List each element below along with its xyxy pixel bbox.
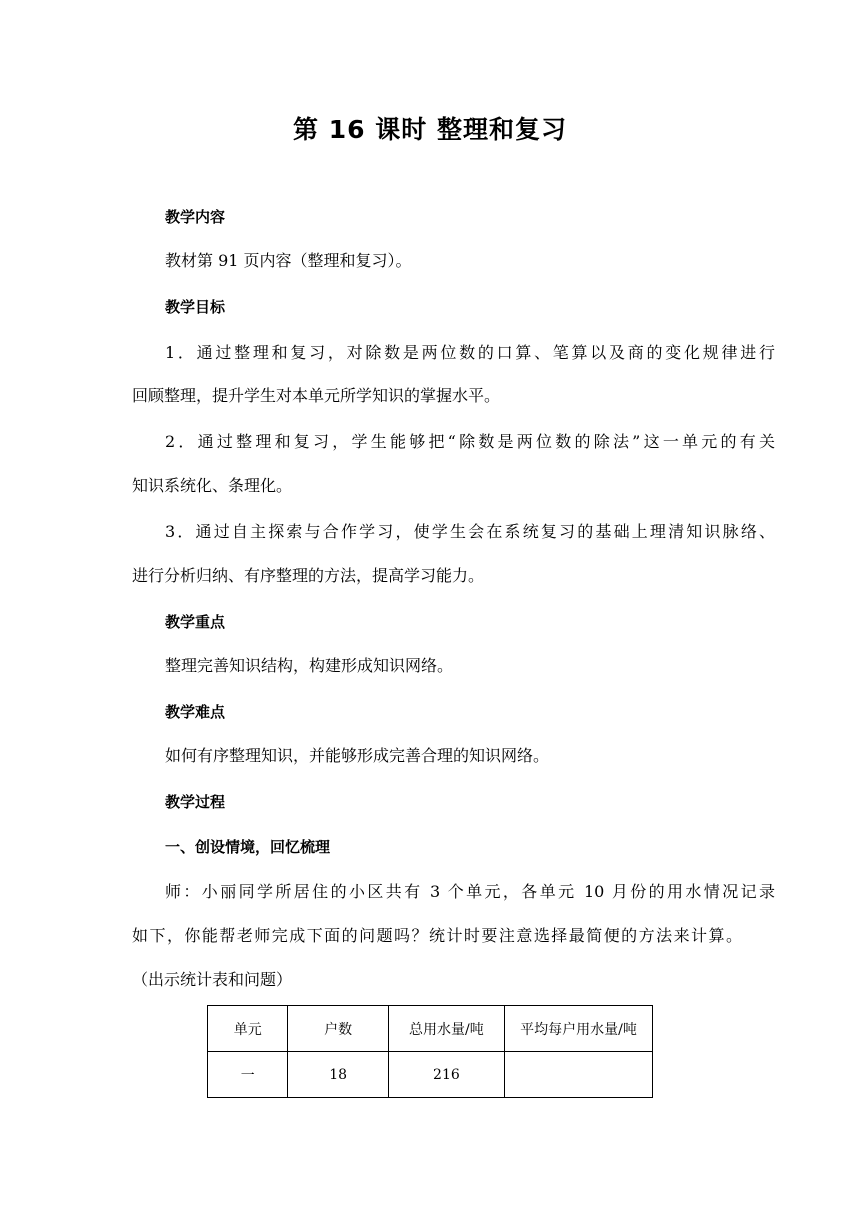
table-cell: 一 (208, 1052, 288, 1098)
step-1-heading: 一、创设情境，回忆梳理 (165, 838, 331, 856)
goal-3-line-1: 3．通过自主探索与合作学习，使学生会在系统复习的基础上理清知识脉络、 (165, 522, 775, 541)
teacher-line-1: 师：小丽同学所居住的小区共有 3 个单元，各单元 10 月份的用水情况记录 (165, 882, 775, 901)
teacher-line-2: 如下，你能帮老师完成下面的问题吗？统计时要注意选择最简便的方法来计算。 (132, 926, 742, 945)
table-header-row (208, 1006, 653, 1052)
difficulty-text: 如何有序整理知识，并能够形成完善合理的知识网络。 (165, 746, 550, 765)
goal-1-line-2: 回顾整理，提升学生对本单元所学知识的掌握水平。 (132, 386, 501, 405)
table-header-cell: 单元 (208, 1006, 288, 1052)
section-heading-key: 教学重点 (165, 613, 226, 631)
water-usage-table (207, 1005, 653, 1098)
section-heading-content: 教学内容 (165, 208, 226, 226)
table-row (208, 1052, 653, 1098)
goal-2-line-1: 2．通过整理和复习，学生能够把“除数是两位数的除法”这一单元的有关 (165, 432, 775, 451)
table-cell: 216 (388, 1052, 504, 1098)
section-heading-difficulty: 教学难点 (165, 703, 226, 721)
table-cell (505, 1052, 653, 1098)
section-heading-process: 教学过程 (165, 793, 226, 811)
teacher-line-3: （出示统计表和问题） (132, 970, 293, 989)
section-heading-goals: 教学目标 (165, 298, 226, 316)
table-header-cell: 总用水量/吨 (388, 1006, 504, 1052)
goal-1-line-1: 1．通过整理和复习，对除数是两位数的口算、笔算以及商的变化规律进行 (165, 343, 775, 362)
content-text: 教材第 91 页内容（整理和复习）。 (165, 251, 412, 270)
table-cell: 18 (288, 1052, 388, 1098)
goal-2-line-2: 知识系统化、条理化。 (132, 476, 293, 495)
page-title: 第 16 课时 整理和复习 (293, 115, 567, 144)
table-header-cell: 户数 (288, 1006, 388, 1052)
key-text: 整理完善知识结构，构建形成知识网络。 (165, 656, 454, 675)
table-header-cell: 平均每户用水量/吨 (505, 1006, 653, 1052)
goal-3-line-2: 进行分析归纳、有序整理的方法，提高学习能力。 (132, 566, 485, 585)
